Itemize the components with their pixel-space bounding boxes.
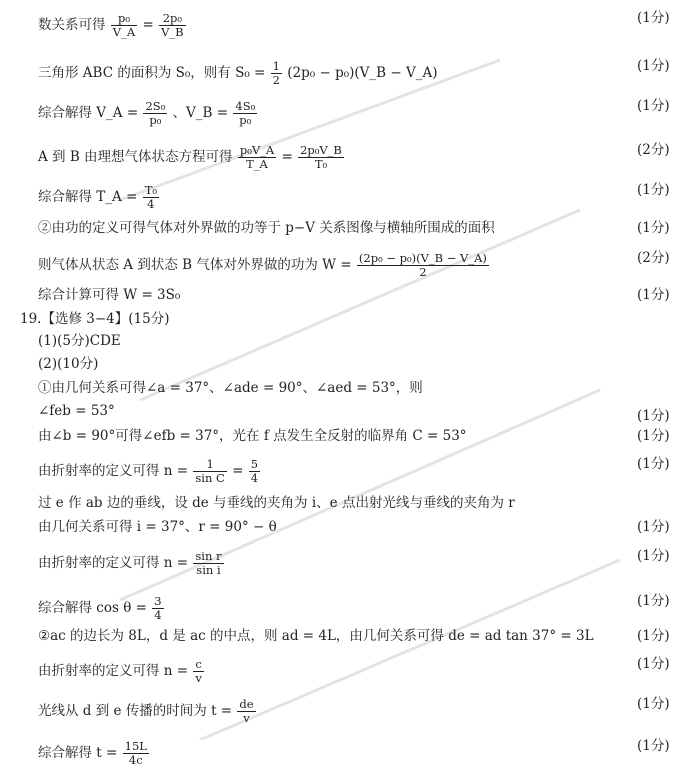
fraction	[238, 144, 276, 171]
score-label: (1分)	[637, 98, 670, 114]
formula-part: (2p₀ − p₀)(V_B − V_A)	[358, 251, 487, 265]
line-text: 数关系可得	[38, 17, 106, 34]
score-label: (1分)	[637, 456, 670, 472]
line-text: 综合解得 V_A =	[38, 105, 139, 122]
fraction	[271, 60, 282, 87]
formula-part: sin r	[195, 549, 222, 563]
score-label: (1分)	[637, 593, 670, 609]
line-text: 则气体从状态 A 到状态 B 气体对外界做的功为 W =	[38, 257, 352, 274]
formula-part: ①由几何关系可得∠a = 37°、∠ade = 90°、∠aed = 53°，则	[38, 380, 423, 396]
fraction	[143, 100, 167, 127]
formula-part: T_A	[246, 157, 268, 172]
formula-part: 2p₀	[159, 12, 186, 26]
formula-part: 5	[250, 457, 259, 471]
fraction	[298, 144, 344, 171]
score-label: (1分)	[637, 548, 670, 564]
formula-part: 、V_B =	[172, 105, 229, 122]
score-label: (1分)	[637, 696, 670, 712]
line-text: 由折射率的定义可得 n =	[38, 555, 189, 572]
formula-part: 由∠b = 90°可得∠efb = 37°，光在 f 点发生全反射的临界角 C = 53°	[38, 428, 467, 444]
fraction	[193, 658, 204, 685]
formula-part: 由几何关系可得 i = 37°、r = 90° − θ	[38, 519, 277, 535]
formula-part: p₀	[111, 12, 137, 26]
formula-part: de	[239, 697, 254, 711]
score-label: (2分)	[637, 250, 670, 266]
line-text: 由折射率的定义可得 n =	[38, 463, 189, 480]
fraction	[233, 100, 257, 127]
formula-part: =	[142, 17, 154, 34]
formula-part: 综合计算可得 W = 3S₀	[38, 287, 181, 303]
formula-part: p₀	[239, 113, 252, 128]
formula-part: 19.【选修 3−4】(15分)	[20, 311, 170, 327]
formula-part: ②ac 的边长为 8L，d 是 ac 的中点，则 ad = 4L，由几何关系可得 de = ad tan 37° = 3L	[38, 628, 594, 644]
line-text: 综合解得 t =	[38, 745, 118, 762]
fraction	[237, 698, 255, 725]
score-label: (1分)	[637, 287, 670, 303]
line-text: =	[232, 463, 244, 480]
score-label: (1分)	[637, 220, 670, 236]
score-label: (1分)	[637, 408, 670, 424]
formula-part: T₀	[144, 183, 157, 197]
formula-part: v	[243, 711, 250, 726]
formula-part: p₀	[149, 113, 162, 128]
fraction	[111, 12, 137, 39]
formula-part: 过 e 作 ab 边的垂线，设 de 与垂线的夹角为 i、e 点出射光线与垂线的夹角为 r	[38, 495, 515, 511]
score-label: (2分)	[637, 142, 670, 158]
formula-part: 4	[250, 471, 259, 486]
line-text: 综合解得 cos θ =	[38, 600, 147, 617]
formula-part: 4	[154, 608, 162, 623]
fraction	[249, 458, 260, 485]
fraction	[143, 184, 159, 211]
formula-part: (2)(10分)	[38, 356, 99, 372]
score-label: (1分)	[637, 738, 670, 754]
fraction	[193, 550, 223, 577]
formula-part: 2	[419, 265, 427, 280]
line-text: 光线从 d 到 e 传播的时间为 t =	[38, 703, 233, 720]
formula-part: T₀	[314, 157, 328, 172]
score-label: (1分)	[637, 519, 670, 535]
score-label: (1分)	[637, 628, 670, 644]
formula-part: 4S₀	[235, 99, 256, 113]
formula-part: c	[193, 658, 204, 672]
formula-part: sin C	[195, 471, 225, 486]
fraction	[193, 458, 226, 485]
line-text: 综合解得 T_A =	[38, 189, 138, 206]
formula-part: V_B	[161, 25, 184, 40]
formula-part: 3	[154, 594, 162, 608]
score-label: (1分)	[637, 428, 670, 444]
formula-part: (1)(5分)CDE	[38, 333, 121, 349]
line-text: 由折射率的定义可得 n =	[38, 663, 189, 680]
formula-part: V_A	[112, 25, 136, 40]
formula-part: sin i	[196, 563, 221, 578]
formula-part: 1	[193, 458, 226, 472]
formula-part: =	[281, 149, 293, 166]
fraction	[152, 595, 163, 622]
score-label: (1分)	[637, 182, 670, 198]
fraction	[357, 252, 489, 279]
fraction	[123, 740, 149, 767]
score-label: (1分)	[637, 10, 670, 26]
score-label: (1分)	[637, 58, 670, 74]
formula-part: 2	[272, 73, 280, 88]
line-text: 三角形 ABC 的面积为 S₀，则有 S₀ =	[38, 65, 266, 82]
line-text: (2p₀ − p₀)(V_B − V_A)	[287, 65, 438, 82]
formula-part: 2S₀	[145, 99, 166, 113]
formula-part: 1	[272, 59, 280, 73]
fraction	[159, 12, 186, 39]
score-label: (1分)	[637, 656, 670, 672]
formula-part: v	[195, 671, 202, 686]
formula-part: 15L	[124, 739, 147, 753]
formula-part: ∠feb = 53°	[38, 403, 115, 419]
formula-part: 4c	[128, 753, 143, 768]
line-text: A 到 B 由理想气体状态方程可得	[38, 149, 233, 166]
formula-part: 4	[147, 197, 155, 212]
formula-part: p₀V_A	[239, 143, 275, 157]
formula-part: 2p₀V_B	[300, 143, 342, 157]
formula-part: ②由功的定义可得气体对外界做的功等于 p−V 关系图像与横轴所围成的面积	[38, 220, 495, 236]
